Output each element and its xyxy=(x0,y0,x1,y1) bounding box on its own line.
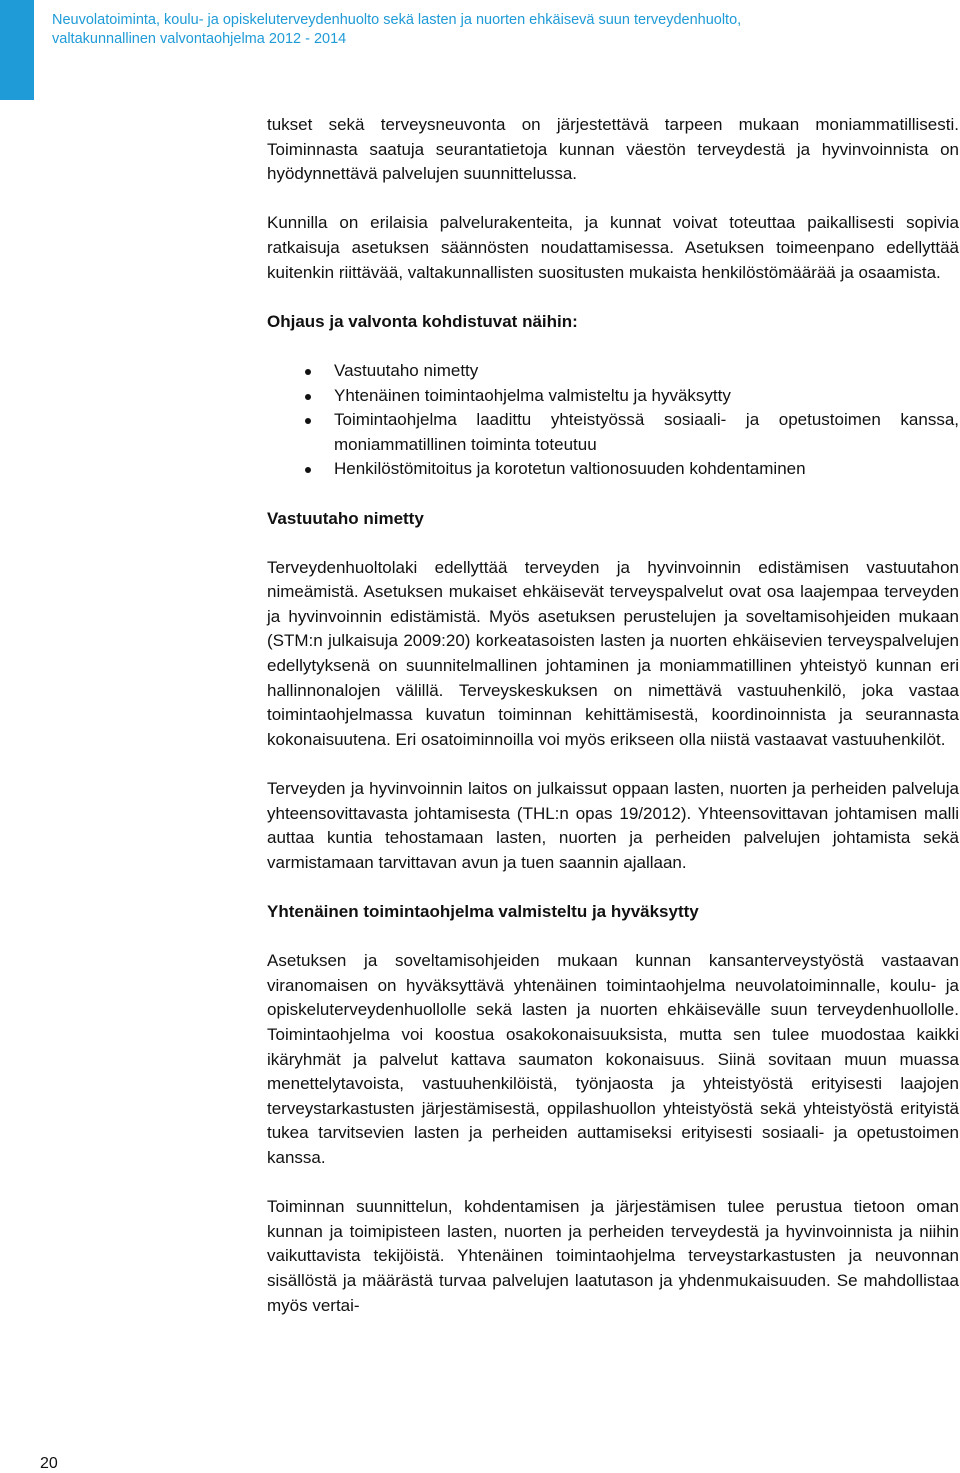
list-item-text: Vastuutaho nimetty xyxy=(334,360,479,380)
page-header xyxy=(0,0,960,100)
list-item-text: Henkilöstömitoitus ja korotetun valtionosuuden kohdentaminen xyxy=(334,459,806,479)
document-body xyxy=(267,113,959,1343)
paragraph-2: Kunnilla on erilaisia palvelurakenteita, ja kunnat voivat toteuttaa paikallisesti sopivia ratkaisuja asetuksen säännösten noudattamisessa. Asetuksen toimeenpano edellyttää kuitenkin riittävää, valtakunnallisten suositusten mukaista henkilöstömäärää ja osaamista. xyxy=(267,213,959,282)
header-title-line-2: valtakunnallinen valvontaohjelma 2012 - 2014 xyxy=(52,31,347,47)
list-item xyxy=(267,359,959,384)
paragraph-3: Terveydenhuoltolaki edellyttää terveyden ja hyvinvoinnin edistämisen vastuutahon nimeämistä. Asetuksen mukaiset ehkäisevät terveyspalvelut ovat osa laajempaa terveyden ja hyvinvoinnin edistämistä. Myös asetuksen perustelujen ja soveltamisohjeiden mukaan (STM:n julkaisuja 2009:20) korkeatasoisten lasten ja nuorten ehkäisevien terveyspalvelujen edellytyksenä on suunnitelmallinen johtaminen ja moniammatillinen yhteistyö kunnan eri hallinnonalojen välillä. Terveyskeskuksen on nimettävä vastuuhenkilö, joka vastaa toimintaohjelmassa kuvatun toiminnan kehittämisestä, koordinoinnista ja seurannasta kokonaisuutena. Eri osatoiminnoilla voi myös erikseen olla niistä vastaavat vastuuhenkilöt. xyxy=(267,557,959,749)
page-number: 20 xyxy=(40,1455,58,1472)
paragraph-6: Toiminnan suunnittelun, kohdentamisen ja järjestämisen tulee perustua tietoon oman kunnan ja toimipisteen lasten, nuorten ja perheiden terveydestä ja hyvinvoinnista ja niihin vaikuttavista tekijöistä. Yhtenäinen toimintaohjelma terveystarkastusten ja neuvonnan sisällöstä ja määrästä turvaa palvelujen laatutason ja yhdenmukaisuuden. Se mahdollistaa myös vertai- xyxy=(267,1197,959,1315)
header-accent-bar xyxy=(0,0,34,100)
list-item-text: Yhtenäinen toimintaohjelma valmisteltu ja hyväksytty xyxy=(334,385,731,405)
paragraph-1: tukset sekä terveysneuvonta on järjestettävä tarpeen mukaan moniammatillisesti. Toiminnasta saatuja seurantatietoja kunnan väestön terveydestä ja hyvinvoinnista on hyödynnettävä palvelujen suunnittelussa. xyxy=(267,115,959,184)
list-item-text: Toimintaohjelma laadittu yhteistyössä sosiaali- ja opetustoimen kanssa, moniammatillinen toiminta toteutuu xyxy=(334,410,959,454)
header-title-line-1: Neuvolatoiminta, koulu- ja opiskeluterveydenhuolto sekä lasten ja nuorten ehkäisevä suun terveydenhuolto, xyxy=(52,12,742,28)
bullet-icon xyxy=(305,394,311,400)
list-item xyxy=(267,457,959,482)
bullet-icon xyxy=(305,418,311,424)
paragraph-4: Terveyden ja hyvinvoinnin laitos on julkaissut oppaan lasten, nuorten ja perheiden palveluja yhteensovittavasta johtamisesta (THL:n opas 19/2012). Yhteensovittavan johtamisen malli auttaa kuntia tehostamaan lasten, nuorten ja perheiden palvelujen johtamista sekä varmistamaan tarvittavan avun ja tuen saannin ajallaan. xyxy=(267,779,959,872)
bullet-list xyxy=(267,359,959,482)
section-heading-vastuutaho: Vastuutaho nimetty xyxy=(267,508,424,528)
bullet-icon xyxy=(305,369,311,375)
list-item xyxy=(267,408,959,457)
bullet-icon xyxy=(305,467,311,473)
section-heading-toimintaohjelma: Yhtenäinen toimintaohjelma valmisteltu ja hyväksytty xyxy=(267,902,699,921)
header-title xyxy=(52,11,741,49)
paragraph-5: Asetuksen ja soveltamisohjeiden mukaan kunnan kansanterveystyöstä vastaavan viranomaisen on hyväksyttävä yhtenäinen toimintaohjelma neuvolatoiminnalle, koulu- ja opiskeluterveydenhuollolle sekä lasten ja nuorten ehkäisevälle suun terveydenhuollolle. Toimintaohjelma voi koostua osakokonaisuuksista, mutta sen tulee muodostaa kaikki ikäryhmät ja palvelut kattava saumaton kokonaisuus. Siinä sovitaan muun muassa menettelytavoista, vastuuhenkilöistä, työnjaosta ja yhteistyöstä erityisesti laajojen terveystarkastusten järjestämisestä, oppilashuollon yhteistyöstä sekä yhteistyöstä erityistä tukea tarvitsevien lasten ja perheiden auttamiseksi erityisesti sosiaali- ja opetustoimen kanssa. xyxy=(267,951,959,1167)
section-heading-ohjaus: Ohjaus ja valvonta kohdistuvat näihin: xyxy=(267,311,578,331)
list-item xyxy=(267,384,959,409)
